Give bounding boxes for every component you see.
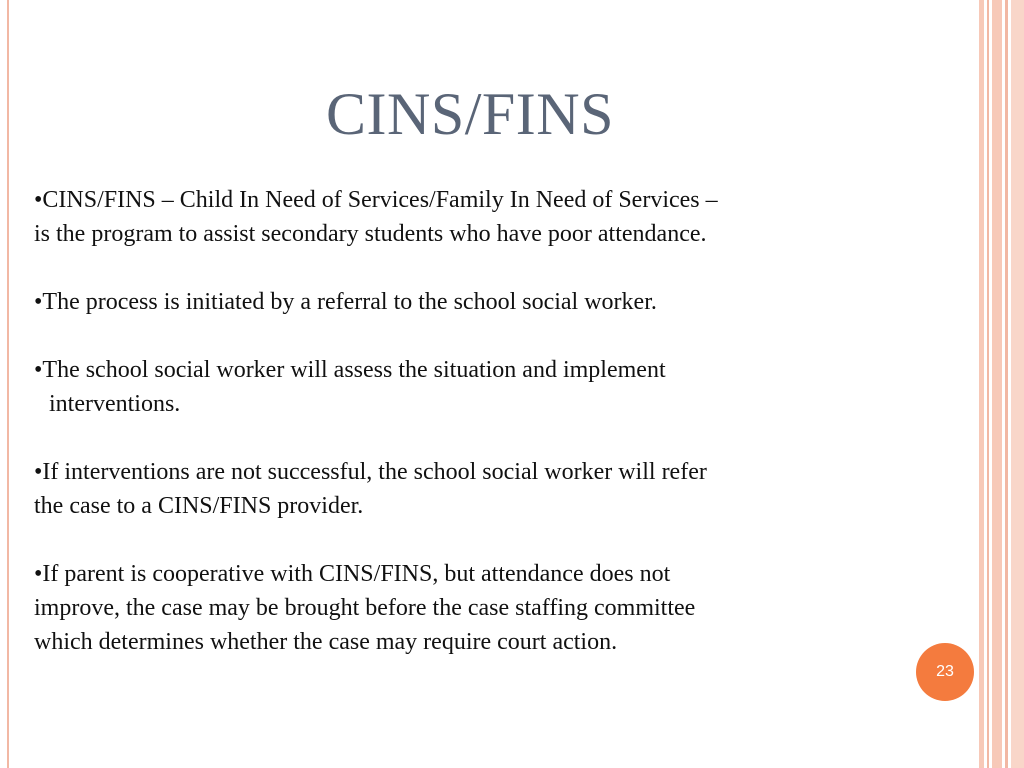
- bullet-paragraph: [34, 285, 974, 319]
- slide-body: [34, 183, 974, 693]
- stripe: [992, 0, 1002, 768]
- text-line: interventions.: [49, 391, 181, 417]
- bullet-paragraph: [34, 183, 974, 251]
- text-line: which determines whether the case may require court action.: [34, 629, 618, 655]
- text-line: •If parent is cooperative with CINS/FINS, but attendance does not: [34, 561, 671, 587]
- bullet-paragraph: [34, 455, 974, 523]
- slide-title: CINS/FINS: [326, 81, 614, 147]
- stripe: [979, 0, 984, 768]
- page-number-badge: 23: [916, 643, 974, 701]
- bullet-paragraph: [34, 557, 974, 659]
- text-line: improve, the case may be brought before the case staffing committee: [34, 595, 696, 621]
- stripe: [987, 0, 989, 768]
- text-line: •The school social worker will assess the situation and implement: [34, 357, 666, 383]
- text-line: •If interventions are not successful, the school social worker will refer: [34, 459, 707, 485]
- text-line: •CINS/FINS – Child In Need of Services/Family In Need of Services –: [34, 187, 718, 213]
- stripe: [1011, 0, 1024, 768]
- text-line: is the program to assist secondary students who have poor attendance.: [34, 221, 707, 247]
- stripe: [1005, 0, 1008, 768]
- text-line: •The process is initiated by a referral to the school social worker.: [34, 289, 657, 315]
- bullet-paragraph: [34, 353, 974, 421]
- text-line: the case to a CINS/FINS provider.: [34, 493, 364, 519]
